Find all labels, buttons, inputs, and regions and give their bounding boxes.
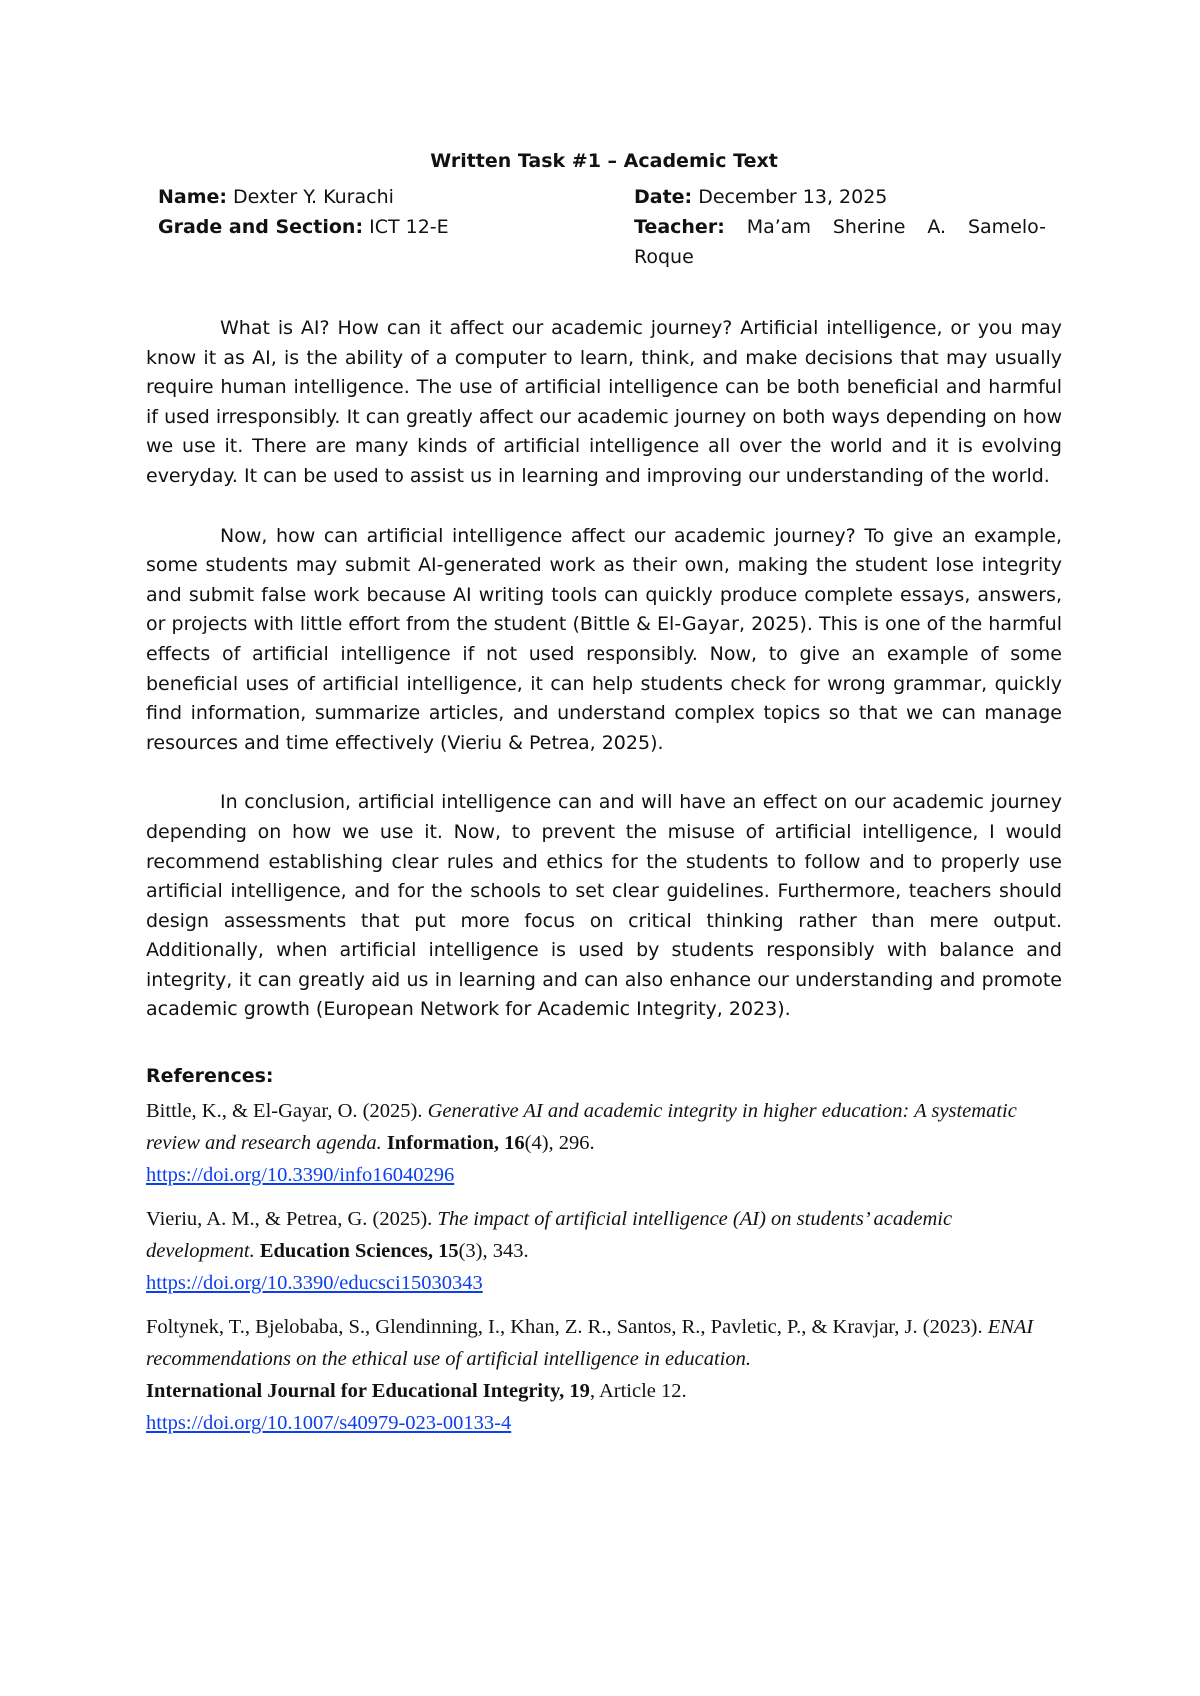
reference-journal: Information, 16 [386,1132,525,1155]
date-label: Date: [634,186,693,208]
reference-journal: Education Sciences, 15 [259,1240,459,1263]
reference-title: ENAI recommendations on the ethical use of artificial intelligence in education. [146,1316,1034,1371]
essay-paragraph-3: In conclusion, artificial intelligence can and will have an effect on our academic journey depending on how we use it. Now, to prevent the misuse of artificial intelligence, I would recommend establishing clear rules and ethics for the students to follow and to properly use artificial intelligence, and for the schools to set clear guidelines. Furthermore, teachers should design assessments that put more focus on critical thinking rather than mere output. Additionally, when artificial intelligence is used by students responsibly with balance and integrity, it can greatly aid us in learning and can also enhance our understanding and promote academic growth (European Network for Academic Integrity, 2023). [146,791,1062,1021]
references-list [146,1095,1062,1439]
date-row [634,182,1046,212]
references-heading: References: [146,1065,274,1088]
essay-paragraph-1: What is AI? How can it affect our academic journey? Artificial intelligence, or you may know it as AI, is the ability of a computer to learn, think, and make decisions that may usually require human intelligence. The use of artificial intelligence can be both beneficial and harmful if used irresponsibly. It can greatly affect our academic journey on both ways depending on how we use it. There are many kinds of artificial intelligence all over the world and it is evolving everyday. It can be used to assist us in learning and improving our understanding of the world. [146,317,1062,487]
teacher-value-line1: Ma’am Sherine A. Samelo- [746,216,1046,238]
reference-link[interactable]: https://doi.org/10.3390/educsci15030343 [146,1272,483,1295]
reference-title: The impact of artificial intelligence (AI) on students’ academic development. [146,1208,953,1263]
reference-authors: Bittle, K., & El-Gayar, O. (2025). [146,1100,428,1123]
reference-authors: Vieriu, A. M., & Petrea, G. (2025). [146,1208,438,1231]
reference-link[interactable]: https://doi.org/10.1007/s40979-023-00133-4 [146,1412,512,1435]
student-info-right [634,182,1046,272]
grade-row [158,212,634,242]
student-info-block [158,182,1062,272]
essay-paragraph-2: Now, how can artificial intelligence affect our academic journey? To give an example, some students may submit AI-generated work as their own, making the student lose integrity and submit false work because AI writing tools can quickly produce complete essays, answers, or projects with little effort from the student (Bittle & El-Gayar, 2025). This is one of the harmful effects of artificial intelligence if not used responsibly. Now, to give an example of some beneficial uses of artificial intelligence, it can help students check for wrong grammar, quickly find information, summarize articles, and understand complex topics so that we can manage resources and time effectively (Vieriu & Petrea, 2025). [146,524,1062,754]
date-value: December 13, 2025 [692,186,888,208]
reference-title: Generative AI and academic integrity in higher education: A systematic review and research agenda. [146,1100,1017,1155]
document-content [146,146,1062,1451]
essay-body [146,314,1062,1025]
document-title: Written Task #1 – Academic Text [430,150,778,172]
teacher-label: Teacher: [634,216,725,238]
name-value: Dexter Y. Kurachi [227,186,394,208]
grade-value: ICT 12-E [363,216,449,238]
grade-label: Grade and Section: [158,216,364,238]
reference-authors: Foltynek, T., Bjelobaba, S., Glendinning, I., Khan, Z. R., Santos, R., Pavletic, P., & Kravjar, J. (2023). [146,1316,988,1339]
reference-issue: (3), 343. [458,1240,529,1263]
reference-item [146,1203,1062,1299]
name-row [158,182,634,212]
teacher-value-line2: Roque [634,246,694,268]
reference-item [146,1311,1062,1439]
reference-link[interactable]: https://doi.org/10.3390/info16040296 [146,1164,455,1187]
student-info-left [158,182,634,272]
reference-issue: , Article 12. [589,1380,687,1403]
reference-issue: (4), 296. [524,1132,595,1155]
reference-item [146,1095,1062,1191]
teacher-row [634,212,1046,242]
name-label: Name: [158,186,228,208]
reference-journal: International Journal for Educational Integrity, 19 [146,1380,590,1403]
